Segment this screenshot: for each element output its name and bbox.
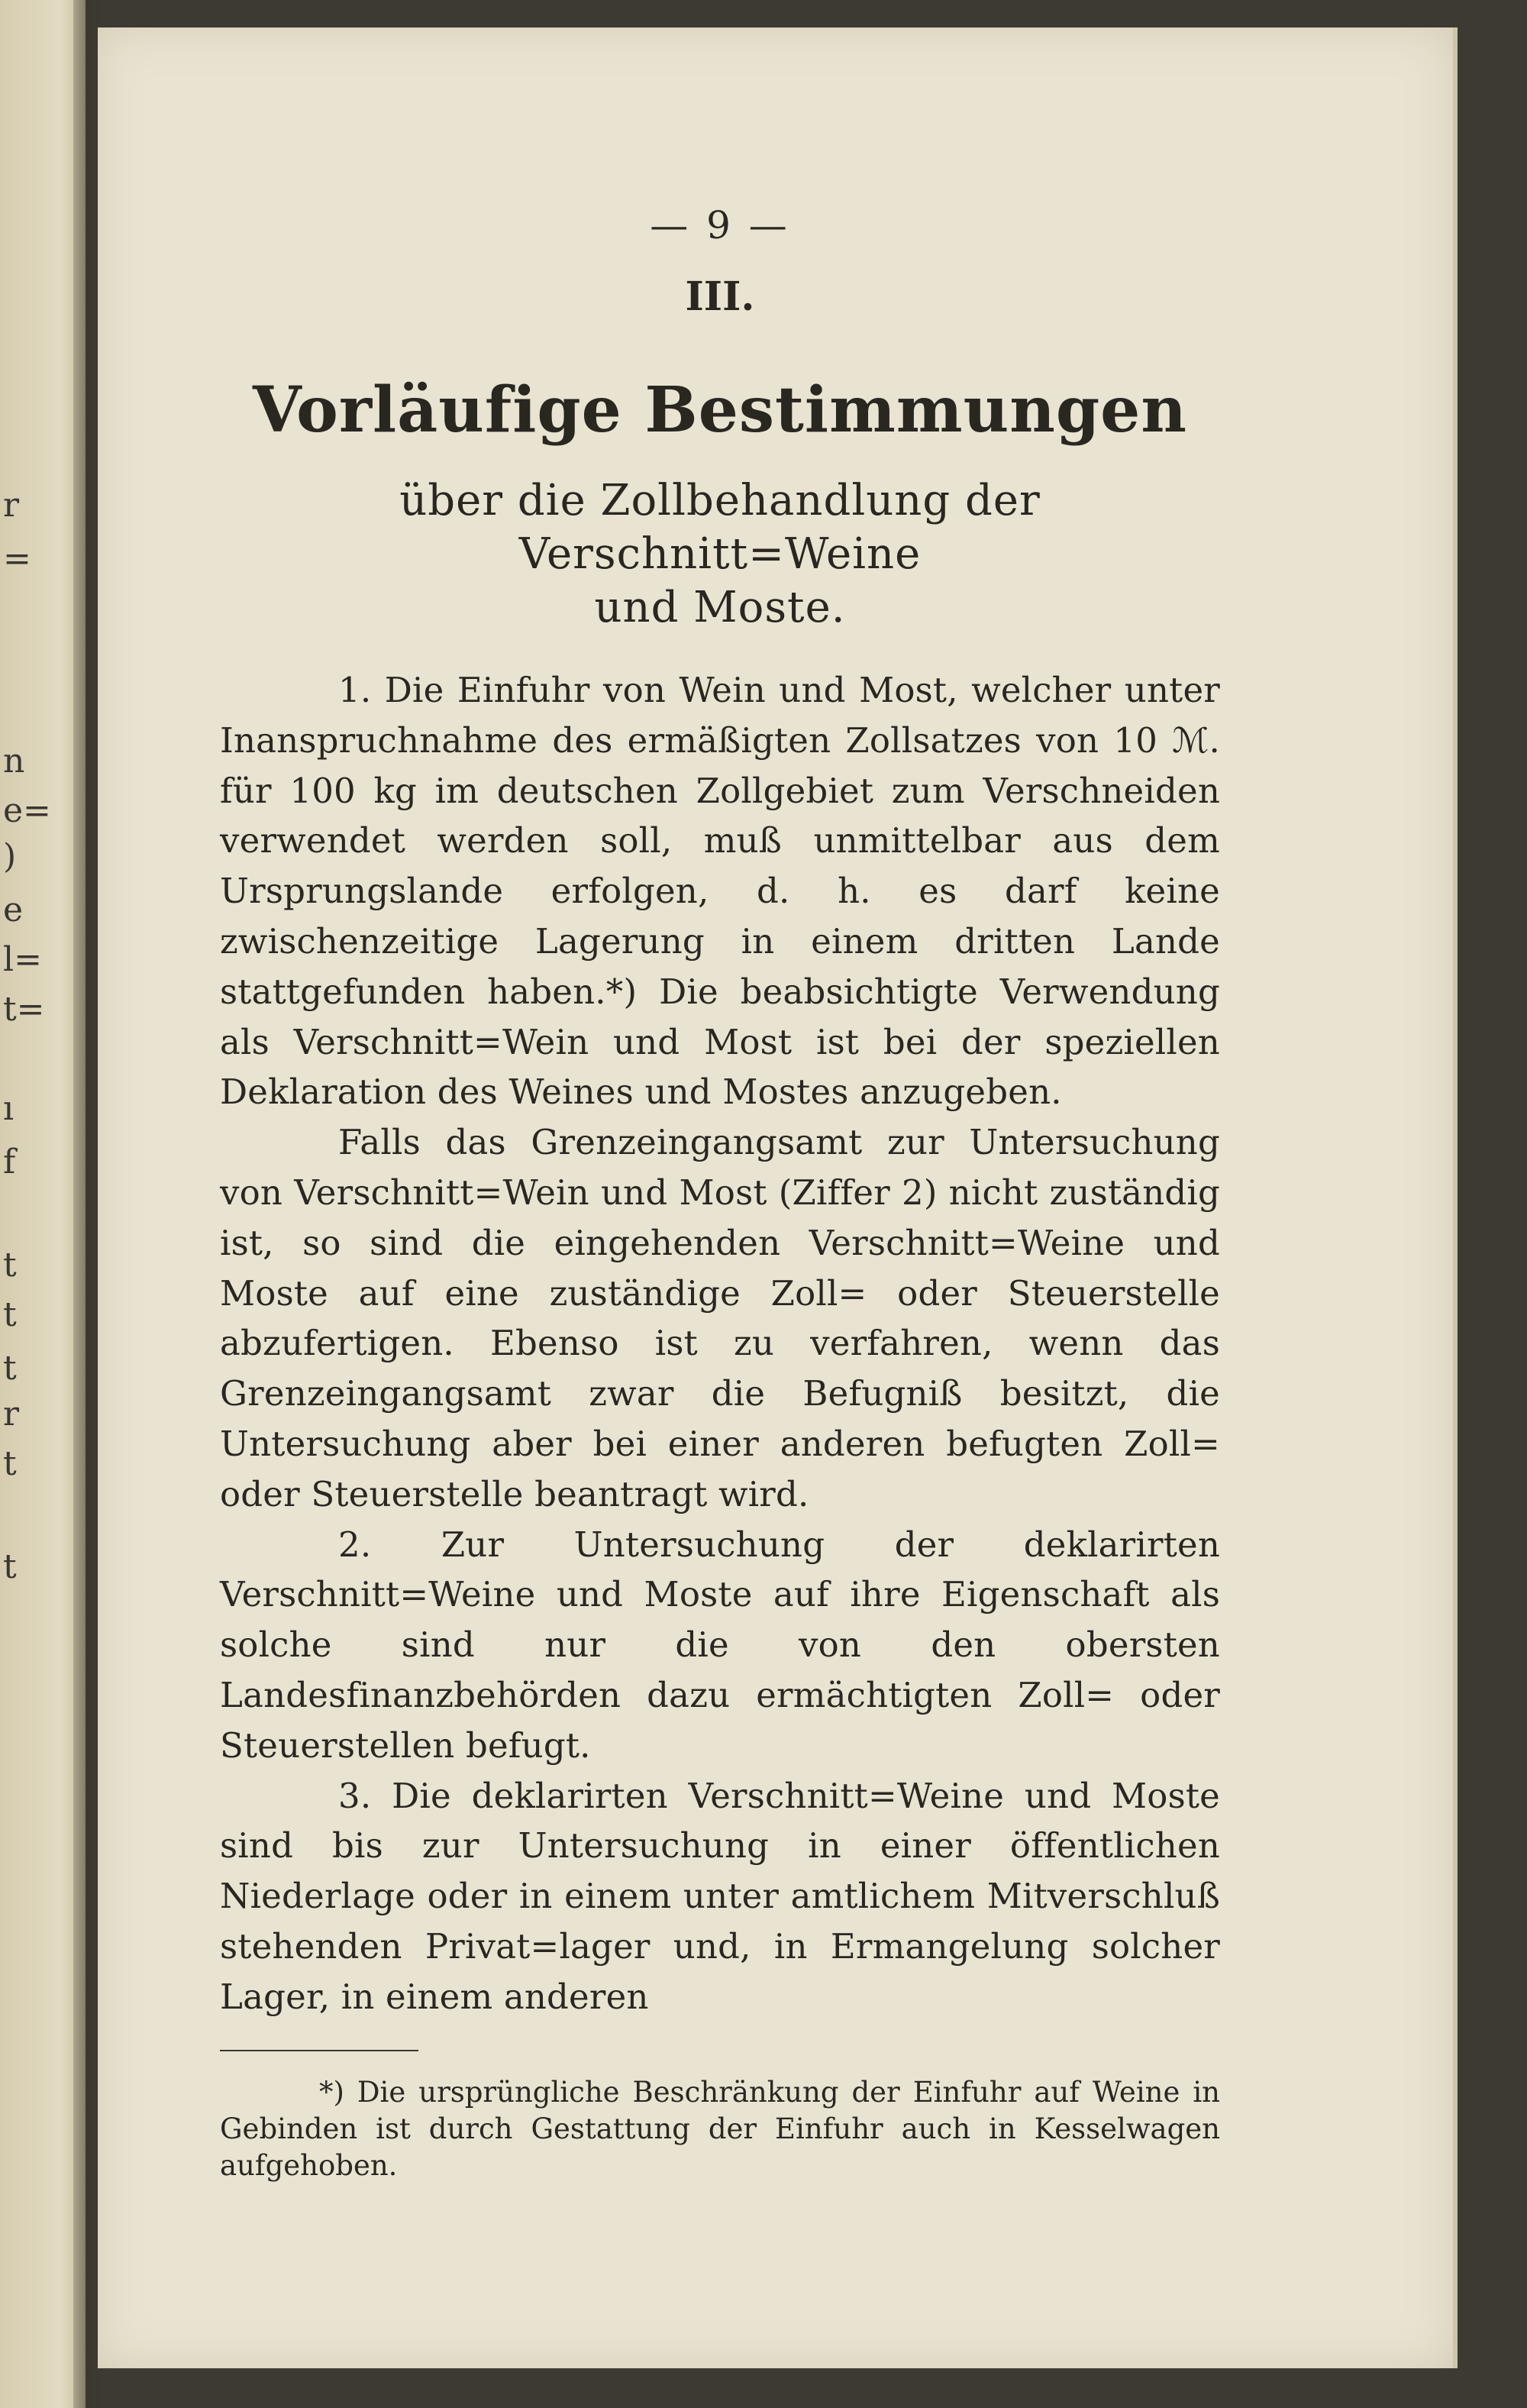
paragraph-2: Falls das Grenzeingangsamt zur Untersuchung von Verschnitt=Wein und Most (Ziffer 2) nicht zuständig ist, so sind die eingehenden Verschnitt=Weine und Moste auf eine zuständige Zoll= oder Steuerstelle abzufertigen. Ebenso ist zu verfahren, wenn das Grenzeingangsamt zwar die Befugniß besitzt, die Untersuchung aber bei einer anderen befugten Zoll= oder Steuerstelle beantragt wird. bbox=[220, 1122, 1220, 1514]
left-page-fragment: t bbox=[3, 1349, 17, 1388]
footnote-divider bbox=[220, 2050, 418, 2051]
paragraph-1: 1. Die Einfuhr von Wein und Most, welcher unter Inanspruchnahme des ermäßigten Zollsatzes von 10 ℳ. für 100 kg im deutschen Zollgebiet zum Verschneiden verwendet werden soll, muß unmittelbar aus dem Ursprungslande erfolgen, d. h. es darf keine zwischenzeitige Lagerung in einem dritten Lande stattgefunden haben.*) Die beabsichtigte Verwendung als Verschnitt=Wein und Most ist bei der speziellen Deklaration des Weines und Mostes anzugeben. bbox=[220, 670, 1220, 1113]
section-number: III. bbox=[685, 273, 755, 320]
left-page-fragment: r bbox=[3, 1395, 20, 1433]
left-page-fragment: n bbox=[3, 742, 25, 781]
left-page-fragment: t bbox=[3, 1547, 17, 1586]
left-page-fragment: l= bbox=[3, 940, 42, 979]
left-page-fragment: e bbox=[3, 890, 24, 929]
page-content bbox=[220, 203, 1220, 2184]
section-subtitle bbox=[220, 474, 1220, 635]
subtitle-line-2: und Moste. bbox=[594, 583, 846, 632]
left-page-fragment: r bbox=[3, 486, 20, 525]
subtitle-line-1: über die Zollbehandlung der Verschnitt=Weine bbox=[399, 476, 1041, 579]
paragraph-4: 3. Die deklarirten Verschnitt=Weine und Moste sind bis zur Untersuchung in einer öffentlichen Niederlage oder in einem unter amtlichem Mitverschluß stehenden Privat=lager und, in Ermangelung solcher Lager, in einem anderen bbox=[220, 1775, 1220, 2017]
section-title: Vorläufige Bestimmungen bbox=[253, 373, 1187, 447]
left-page-fragment: f bbox=[3, 1143, 16, 1181]
left-page-fragment: e= bbox=[3, 791, 51, 830]
book-page bbox=[98, 27, 1458, 2368]
left-page-fragment: t= bbox=[3, 990, 45, 1029]
left-page-fragment: t bbox=[3, 1444, 17, 1483]
left-page-fragment: t bbox=[3, 1295, 17, 1334]
left-page-fragment: t bbox=[3, 1246, 17, 1285]
footnote: *) Die ursprüngliche Beschränkung der Einfuhr auf Weine in Gebinden ist durch Gestattung der Einfuhr auch in Kesselwagen aufgehoben. bbox=[220, 2075, 1220, 2182]
paragraph-3: 2. Zur Untersuchung der deklarirten Verschnitt=Weine und Moste auf ihre Eigenschaft als solche sind nur die von den obersten Landesfinanzbehörden dazu ermächtigten Zoll= oder Steuerstellen befugt. bbox=[220, 1524, 1220, 1766]
page-number: — 9 — bbox=[650, 203, 790, 247]
left-page-fragment: ı bbox=[3, 1089, 15, 1128]
left-page-fragment: = bbox=[3, 539, 31, 578]
left-page-fragment: ) bbox=[3, 837, 17, 876]
